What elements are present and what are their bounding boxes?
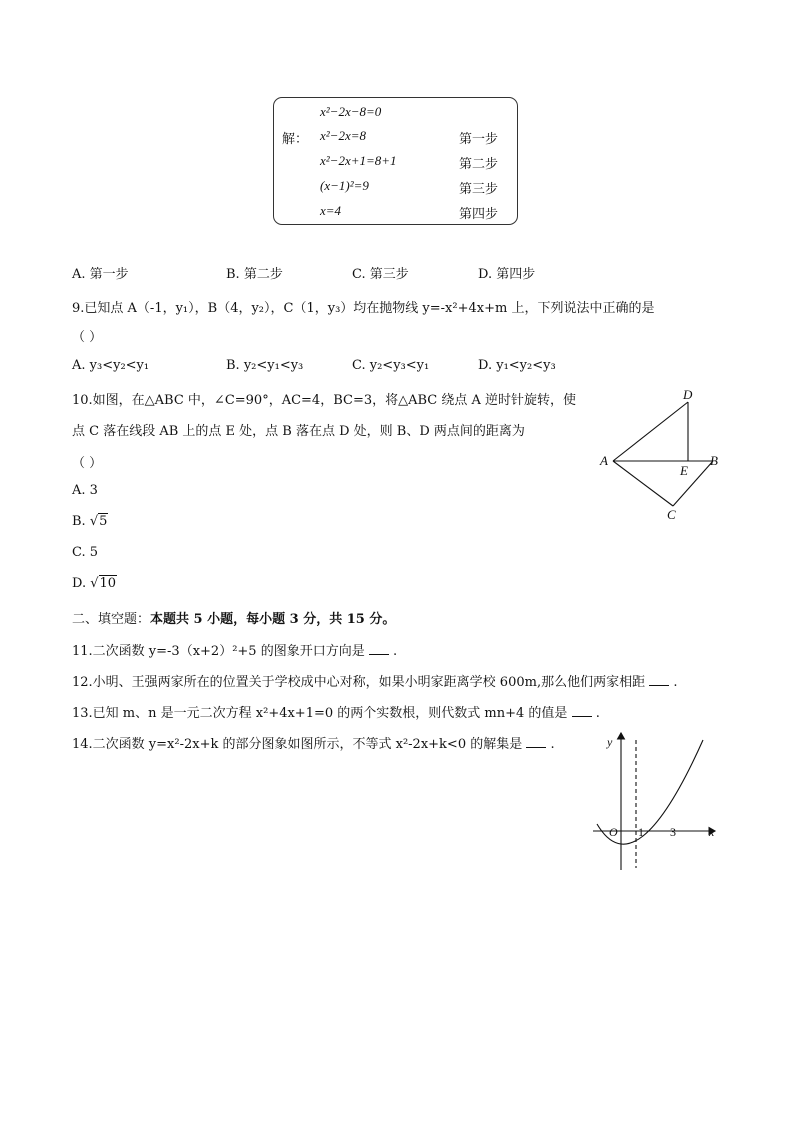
q13-text: 13.已知 m、n 是一元二次方程 x²+4x+1=0 的两个实数根，则代数式 mn+4 的值是 [72, 706, 568, 721]
sqrt-symbol: √10 [90, 576, 117, 591]
q10-triangle-figure [595, 385, 730, 525]
q14-parabola-graph [585, 728, 725, 876]
solution-row-1-step: 第一步 [459, 132, 499, 147]
q12-answer-blank [649, 673, 669, 686]
solution-row-2-expr: x²−2x+1=8+1 [320, 153, 397, 168]
segment-ac [613, 461, 673, 506]
label-b: B [710, 453, 718, 468]
label-d: D [683, 387, 693, 402]
q10-option-d-prefix: D. [72, 576, 87, 591]
solution-row-3-expr: (x−1)²=9 [320, 178, 369, 193]
label-y: y [607, 735, 613, 749]
q8-option-a: A. 第一步 [72, 267, 129, 282]
q13 [72, 702, 600, 721]
label-c: C [667, 507, 676, 522]
q14 [72, 733, 555, 752]
q10-option-b-radicand: 5 [99, 514, 108, 529]
q8-option-d: D. 第四步 [478, 267, 536, 282]
q9-option-c: C. y₂<y₃<y₁ [352, 358, 430, 373]
q10-option-b [72, 514, 108, 529]
q10-option-d [72, 576, 117, 591]
q12-end: . [673, 675, 678, 690]
section-2-scoring: 本题共 5 小题，每小题 3 分，共 15 分。 [150, 612, 396, 627]
q14-text: 14.二次函数 y=x²-2x+k 的部分图象如图所示，不等式 x²-2x+k<0 的解集是 [72, 737, 523, 752]
q9-stem: 9.已知点 A（-1，y₁），B（4，y₂），C（1，y₃）均在抛物线 y=-x²+4x+m 上，下列说法中正确的是 [72, 301, 655, 316]
solution-row-4-step: 第四步 [459, 207, 499, 222]
q11-text: 11.二次函数 y=-3（x+2）²+5 的图象开口方向是 [72, 644, 365, 659]
sqrt-symbol: √5 [89, 514, 108, 529]
q14-end: . [550, 737, 555, 752]
label-1: 1 [638, 825, 644, 839]
label-x: x [709, 825, 715, 839]
label-origin: O [609, 825, 618, 839]
segment-cb [673, 461, 713, 506]
label-e: E [680, 463, 688, 478]
q12-text: 12.小明、王强两家所在的位置关于学校成中心对称，如果小明家距离学校 600m,那么他们两家相距 [72, 675, 646, 690]
q9-option-d: D. y₁<y₂<y₃ [478, 358, 556, 373]
q10-option-c: C. 5 [72, 545, 99, 560]
solution-row-1-expr: x²−2x=8 [320, 128, 366, 143]
label-3: 3 [670, 825, 676, 839]
q11-end: . [393, 644, 398, 659]
q11 [72, 640, 397, 659]
q10-stem-line2: 点 C 落在线段 AB 上的点 E 处，点 B 落在点 D 处，则 B、D 两点间的距离为 [72, 424, 525, 439]
q13-answer-blank [572, 704, 592, 717]
q11-answer-blank [369, 642, 389, 655]
q8-option-b: B. 第二步 [226, 267, 283, 282]
q10-paren: （ ） [72, 456, 103, 471]
q12 [72, 671, 678, 690]
segment-ad [613, 402, 688, 461]
solution-label: 解： [282, 132, 309, 147]
section-2-heading [72, 608, 395, 627]
section-2-prefix: 二、填空题： [72, 612, 151, 627]
q9-option-b: B. y₂<y₁<y₃ [226, 358, 304, 373]
solution-row-2-step: 第二步 [459, 157, 499, 172]
q9-option-a: A. y₃<y₂<y₁ [72, 358, 150, 373]
label-a: A [600, 453, 608, 468]
solution-row-0-expr: x²−2x−8=0 [320, 104, 382, 119]
q8-option-c: C. 第三步 [352, 267, 409, 282]
q10-option-d-radicand: 10 [99, 576, 117, 591]
q10-stem-line1: 10.如图，在△ABC 中，∠C=90°，AC=4，BC=3，将△ABC 绕点 A 逆时针旋转，使 [72, 393, 577, 408]
q9-paren: （ ） [72, 330, 103, 345]
q14-answer-blank [526, 735, 546, 748]
solution-row-3-step: 第三步 [459, 182, 499, 197]
solution-row-4-expr: x=4 [320, 203, 342, 218]
q13-end: . [595, 706, 600, 721]
q10-option-a: A. 3 [72, 483, 98, 498]
q10-option-b-prefix: B. [72, 514, 86, 529]
